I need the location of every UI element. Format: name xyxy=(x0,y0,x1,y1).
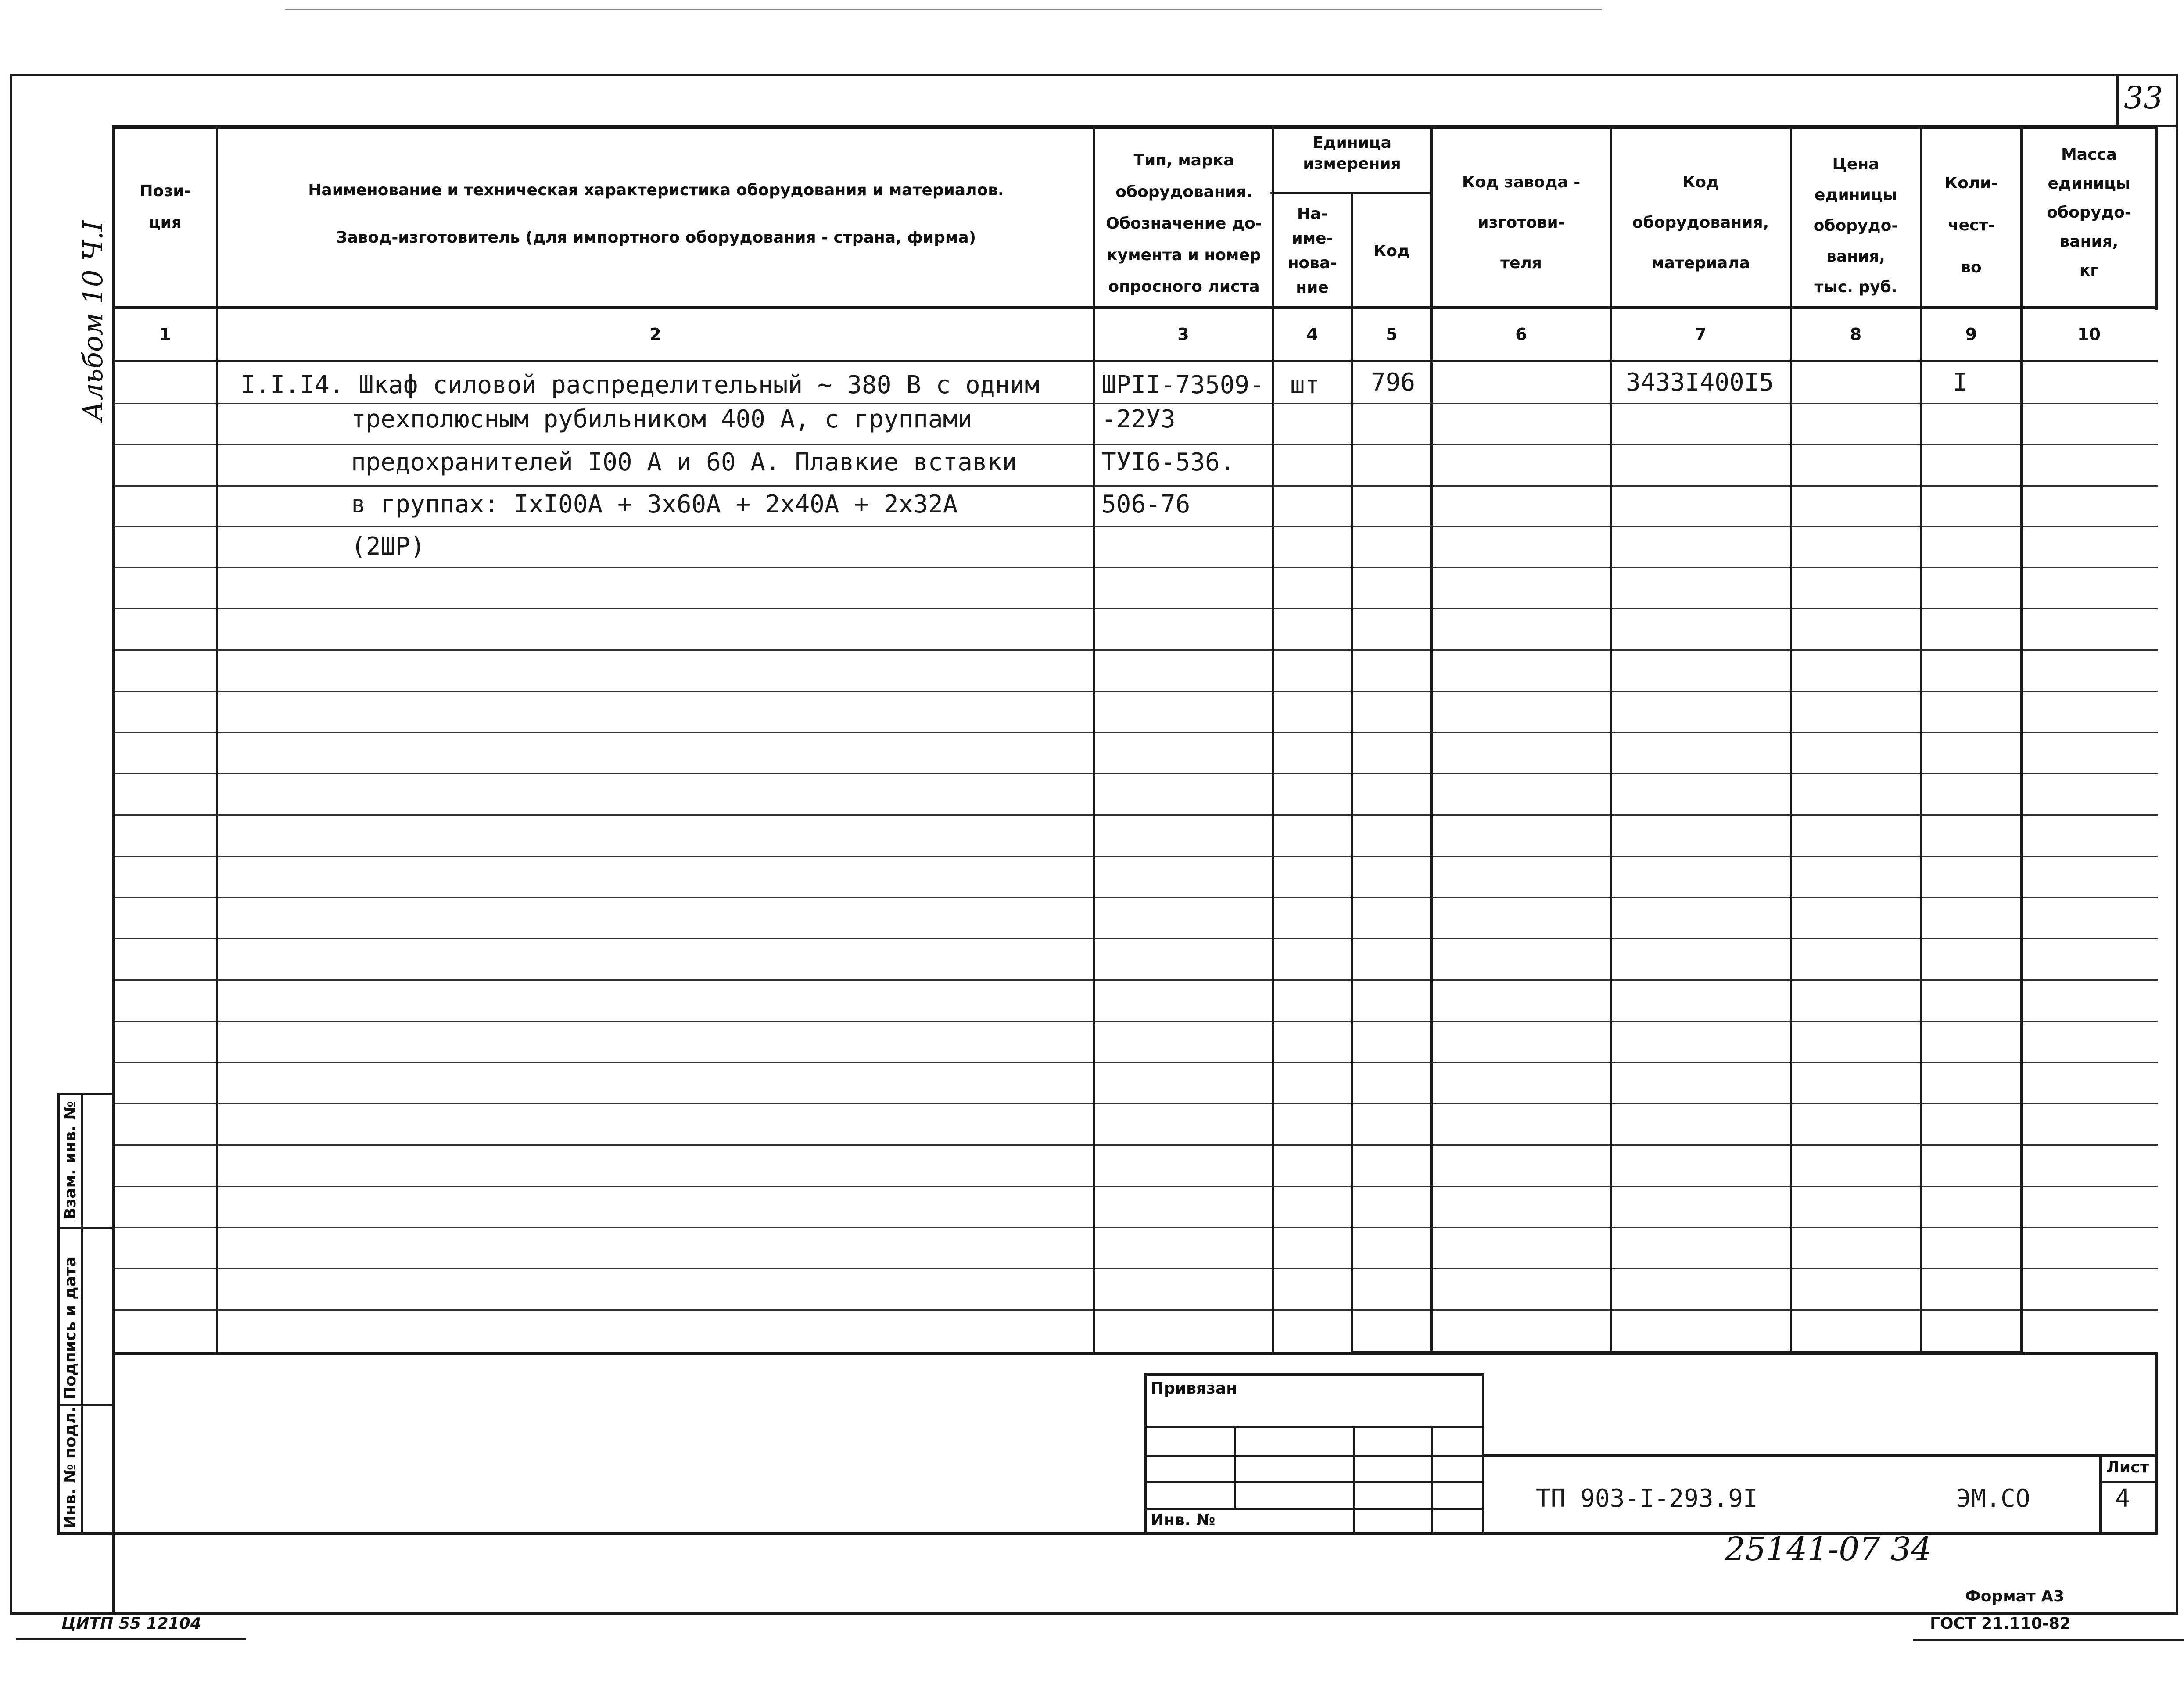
col-line-9 xyxy=(2020,125,2023,1354)
row4-type: 506-76 xyxy=(1101,490,1191,519)
frame-bottom xyxy=(10,1612,2178,1615)
row1-unit-code: 796 xyxy=(1371,368,1416,397)
row-line xyxy=(112,691,2158,692)
colnum-4: 4 xyxy=(1306,325,1318,344)
row-line xyxy=(112,608,2158,609)
row3-type: ТУI6-536. xyxy=(1101,448,1235,476)
row2-type: -22У3 xyxy=(1101,405,1176,433)
sheet-label: Лист xyxy=(2106,1458,2149,1476)
row4-name: в группах: IxI00A + 3x60A + 2x40A + 2x32A xyxy=(351,490,958,519)
privyazan-left xyxy=(1144,1373,1147,1534)
colnum-10: 10 xyxy=(2077,325,2101,344)
gost-label: ГОСТ 21.110-82 xyxy=(1930,1615,2071,1633)
row3-name: предохранителей I00 А и 60 А. Плавкие вставки xyxy=(351,448,1017,476)
row-line xyxy=(112,1309,2158,1311)
header-col8: Цена единицы оборудо- вания, тыс. руб. xyxy=(1813,155,1898,296)
table-left-line xyxy=(112,125,115,1614)
inv-no-label: Инв. № xyxy=(1151,1511,1216,1529)
row-line xyxy=(112,1103,2158,1104)
col-line-5 xyxy=(1430,125,1433,1354)
citp-underline xyxy=(16,1638,246,1640)
row1-type: ШРII-73509- xyxy=(1101,371,1264,399)
privyazan-vline1 xyxy=(1234,1426,1236,1509)
header-col4: На- име- нова- ние xyxy=(1287,205,1337,297)
inv-podl-label: Инв. № подл. xyxy=(61,1406,79,1529)
row-line xyxy=(112,567,2158,568)
top-scan-line xyxy=(285,9,1602,10)
table-top-line xyxy=(112,125,2158,129)
col-line-2 xyxy=(1093,125,1095,1354)
colnum-3: 3 xyxy=(1177,325,1189,344)
row-line xyxy=(112,1186,2158,1187)
col-line-1 xyxy=(216,125,218,1354)
col-line-7 xyxy=(1790,125,1792,1354)
document-mark: ЭМ.СО xyxy=(1956,1484,2030,1513)
colnum-line xyxy=(112,360,2158,362)
privyazan-label: Привязан xyxy=(1151,1379,1237,1397)
side-stamp-sep2 xyxy=(57,1404,114,1406)
side-stamp-sep1 xyxy=(57,1227,114,1229)
album-label: Альбом 10 Ч.I xyxy=(77,220,109,421)
row-line xyxy=(112,814,2158,816)
vzam-inv-label: Взам. инв. № xyxy=(61,1101,79,1220)
frame-top xyxy=(10,74,2177,76)
sheet-number: 4 xyxy=(2115,1484,2130,1513)
frame-left xyxy=(10,74,12,1614)
header-col9: Коли- чест- во xyxy=(1944,174,1998,276)
header-col2: Наименование и техническая характеристика оборудования и материалов. Завод-изготовитель (для импортного оборудования - страна, фирма) xyxy=(308,181,1004,247)
header-unit-group: Единица измерения xyxy=(1303,134,1401,173)
header-col1: Пози- ция xyxy=(140,182,191,232)
sheet-corner-number: 33 xyxy=(2124,80,2163,116)
row5-name: (2ШР) xyxy=(351,532,425,561)
row-line xyxy=(112,773,2158,774)
row-line xyxy=(112,856,2158,857)
header-col5: Код xyxy=(1373,242,1410,260)
col-line-10 xyxy=(2155,125,2158,310)
row-line xyxy=(112,1227,2158,1228)
col-line-3 xyxy=(1272,125,1274,1354)
colnum-5: 5 xyxy=(1386,325,1398,344)
corner-box-left xyxy=(2116,74,2119,126)
row-line xyxy=(112,1268,2158,1269)
header-col6: Код завода - изготови- теля xyxy=(1462,173,1581,272)
format-label: Формат А3 xyxy=(1965,1587,2065,1605)
row1-quantity: I xyxy=(1953,368,1968,397)
citp-label: ЦИТП 55 12104 xyxy=(61,1615,201,1633)
code-block-top xyxy=(1482,1454,2158,1457)
privyazan-top xyxy=(1144,1373,1484,1376)
header-col10: Масса единицы оборудо- вания, кг xyxy=(2047,146,2131,279)
row-line xyxy=(112,649,2158,651)
col-line-8 xyxy=(1920,125,1922,1354)
row1-unit: шт xyxy=(1290,371,1320,399)
header-col7: Код оборудования, материала xyxy=(1632,173,1769,272)
row-line xyxy=(112,938,2158,939)
document-code: ТП 903-I-293.9I xyxy=(1536,1484,1758,1513)
side-stamp-mid xyxy=(81,1093,83,1534)
handwritten-number: 25141-07 34 xyxy=(1725,1530,1932,1568)
colnum-1: 1 xyxy=(159,325,171,344)
privyazan-right xyxy=(1482,1373,1484,1534)
gost-underline xyxy=(1913,1639,2184,1641)
colnum-6: 6 xyxy=(1515,325,1527,344)
side-stamp-top xyxy=(57,1093,114,1095)
privyazan-vline2 xyxy=(1353,1426,1355,1534)
row1-name: I.I.I4. Шкаф силовой распределительный ~ 380 В с одним xyxy=(240,371,1040,399)
col-line-4 xyxy=(1351,192,1353,1354)
sheet-box-left xyxy=(2099,1454,2102,1534)
signature-date-label: Подпись и дата xyxy=(61,1256,79,1400)
frame-right xyxy=(2176,74,2178,1614)
row1-equipment-code: 3433I400I5 xyxy=(1626,368,1774,397)
unit-split-line xyxy=(1270,192,1430,194)
header-line xyxy=(112,306,2158,309)
colnum-9: 9 xyxy=(1965,325,1977,344)
row-line xyxy=(112,979,2158,981)
side-stamp-bottom xyxy=(57,1532,114,1535)
row2-name: трехполюсным рубильником 400 А, с группами xyxy=(351,405,973,433)
row-line xyxy=(112,1144,2158,1146)
row-line xyxy=(112,1021,2158,1022)
row-line xyxy=(112,732,2158,733)
col-line-6 xyxy=(1610,125,1612,1354)
header-col3: Тип, марка оборудования. Обозначение до- кумента и номер опросного листа xyxy=(1106,151,1262,296)
title-block-right xyxy=(2155,1352,2158,1535)
row-line xyxy=(112,1062,2158,1063)
colnum-2: 2 xyxy=(649,325,661,344)
colnum-8: 8 xyxy=(1850,325,1862,344)
privyazan-vline3 xyxy=(1431,1426,1433,1534)
side-stamp-left xyxy=(57,1093,60,1534)
row-line xyxy=(112,897,2158,898)
colnum-7: 7 xyxy=(1695,325,1707,344)
